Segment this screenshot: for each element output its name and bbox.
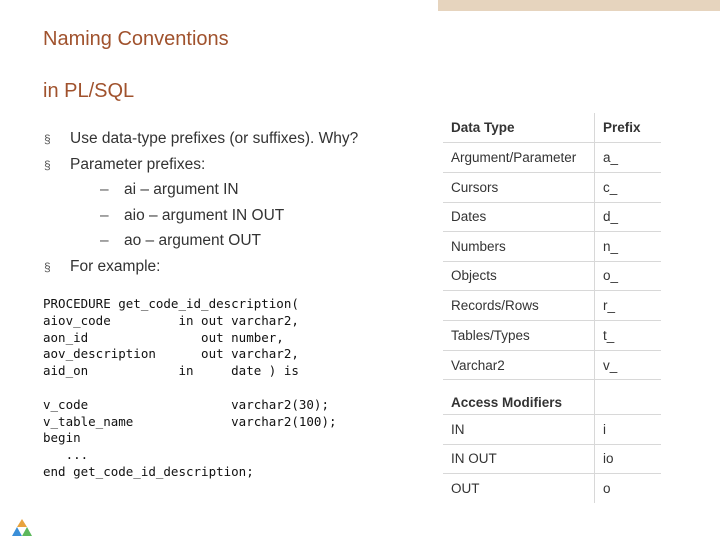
header-prefix: Prefix: [595, 113, 662, 143]
logo-icon: [11, 518, 33, 538]
cell-modifier: OUT: [443, 474, 595, 503]
bullet-text: Use data-type prefixes (or suffixes). Why?: [70, 130, 359, 147]
slide-title: Naming Conventions: [43, 28, 229, 50]
cell-modifier: IN OUT: [443, 444, 595, 474]
sub-bullet-item: [44, 232, 434, 258]
cell-prefix: n_: [595, 232, 662, 262]
table-row: [443, 173, 661, 203]
sub-bullet-marker: –: [100, 181, 109, 198]
sub-bullet-item: [44, 181, 434, 207]
cell-prefix: a_: [595, 143, 662, 173]
sub-bullet-marker: –: [100, 206, 109, 224]
cell-data-type: Objects: [443, 261, 595, 291]
cell-data-type: Dates: [443, 202, 595, 232]
cell-data-type: Numbers: [443, 232, 595, 262]
cell-prefix: o_: [595, 261, 662, 291]
bullet-item: [44, 156, 434, 182]
cell-prefix: v_: [595, 351, 662, 380]
cell-prefix: c_: [595, 173, 662, 203]
bullet-item: [44, 130, 434, 156]
table-header-row: [443, 113, 661, 143]
cell-data-type: Records/Rows: [443, 291, 595, 321]
code-example: PROCEDURE get_code_id_description( aiov_code in out varchar2, aon_id out number, aov_description out varchar2, aid_on in date ) is v_code varchar2(30); v_table_name varchar2(100); begin ... end get_code_id_description;: [43, 296, 337, 479]
table-row: [443, 321, 661, 351]
slide-subtitle: in PL/SQL: [43, 80, 135, 102]
table-row: [443, 261, 661, 291]
table-row: [443, 474, 661, 503]
table-section-header-row: [443, 380, 661, 415]
prefix-table: [443, 113, 661, 503]
bullet-list: [44, 130, 434, 283]
sub-bullet-text: aio – argument IN OUT: [124, 206, 285, 224]
table-row: [443, 291, 661, 321]
cell-data-type: Tables/Types: [443, 321, 595, 351]
sub-bullet-marker: –: [100, 232, 109, 249]
cell-modifier-prefix: o: [603, 480, 611, 496]
table-row: [443, 202, 661, 232]
sub-bullet-item: [44, 207, 434, 233]
cell-prefix: d_: [595, 202, 662, 232]
bullet-marker: §: [44, 132, 51, 146]
table-row: [443, 232, 661, 262]
cell-prefix: t_: [595, 321, 662, 351]
cell-data-type: Varchar2: [443, 351, 595, 380]
section-header-empty-cell: [595, 380, 662, 415]
sub-bullet-text: ao – argument OUT: [124, 232, 261, 249]
table-row: [443, 143, 661, 173]
bullet-marker: §: [44, 259, 51, 274]
header-data-type: Data Type: [443, 113, 595, 143]
table-row: [443, 351, 661, 380]
table-row: [443, 415, 661, 445]
sub-bullet-text: ai – argument IN: [124, 181, 239, 198]
cell-prefix: r_: [595, 291, 662, 321]
decorative-top-bar: [438, 0, 720, 11]
cell-data-type: Cursors: [443, 173, 595, 203]
bullet-text: Parameter prefixes:: [70, 155, 206, 173]
section-header-access-modifiers: Access Modifiers: [443, 380, 595, 415]
cell-modifier-prefix: io: [595, 444, 662, 474]
cell-modifier-prefix: i: [595, 415, 662, 445]
bullet-text: For example:: [70, 257, 161, 275]
table-row: [443, 444, 661, 474]
cell-data-type: Argument/Parameter: [443, 143, 595, 173]
bullet-item: [44, 258, 434, 284]
bullet-marker: §: [44, 157, 51, 172]
cell-modifier: IN: [443, 415, 595, 445]
